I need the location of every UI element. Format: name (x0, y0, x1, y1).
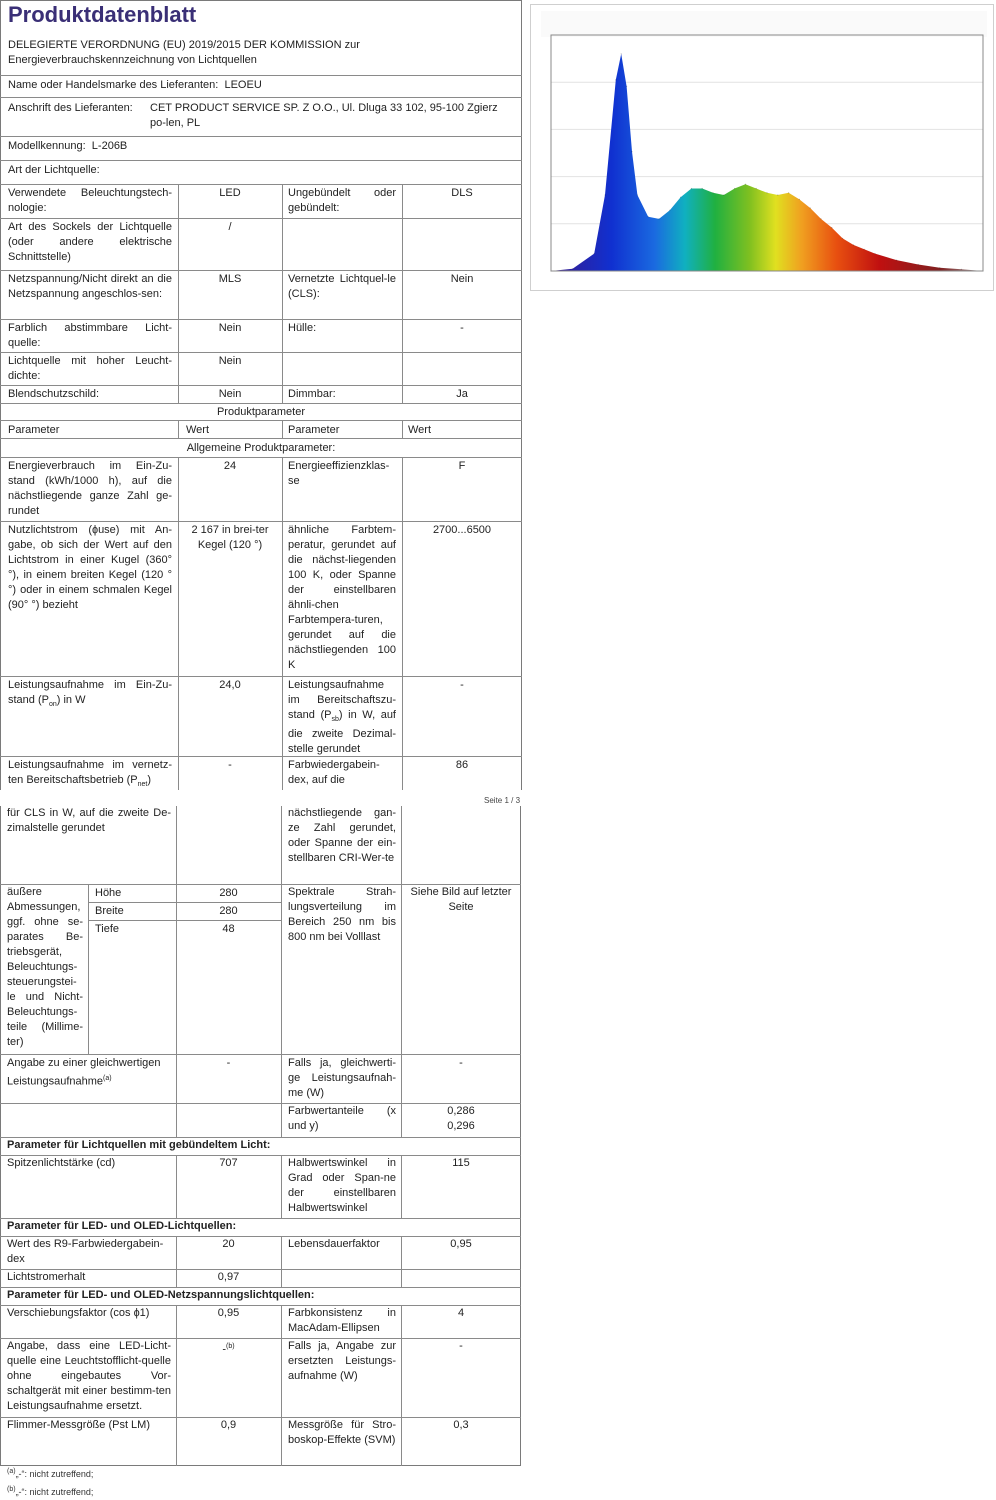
model-row (8, 139, 127, 154)
general-row-label-2: Leistungsaufnahme im Bereitschaftszu-stand $(P_{sb})$ in W, auf die zweite Dezimal-stelle gerundet (288, 679, 396, 756)
type-row-label-2: Hülle: (288, 322, 317, 334)
col-header-param1: Parameter (8, 424, 60, 436)
general-row-label-2: ähnliche Farbtem-peratur, gerundet auf die nächst-liegenden 100 K, oder Spanne der einstellbaren ähnli-chen Farbtempera-turen, gerundet auf die nächstliegenden 100 K (288, 524, 396, 671)
col-header-value2: Wert (408, 424, 432, 436)
life-value: 0,95 (450, 1238, 472, 1250)
type-row-value-2: Nein (450, 273, 474, 285)
spectrum-point (572, 268, 573, 269)
spectrum-point (712, 192, 713, 193)
regulation-text: DELEGIERTE VERORDNUNG (EU) 2019/2015 DER KOMMISSION zur Energieverbrauchskennzeichnung von Lichtquellen (8, 39, 360, 66)
type-row-label-2: Vernetzte Lichtquel-le (CLS): (288, 273, 396, 300)
directional-header: Parameter für Lichtquellen mit gebündeltem Licht: (7, 1139, 271, 1151)
maint-label: Lichtstromerhalt (7, 1271, 86, 1283)
supplier-row (8, 78, 262, 93)
type-row-value: / (228, 221, 232, 233)
spectral-label: Spektrale Strah-lungsverteilung im Bereich 250 nm bis 800 nm bei Volllast (288, 886, 396, 943)
retro-label: Angabe, dass eine LED-Licht-quelle eine Leuchtstofflicht-quelle ohne eingebautes Vor-schaltgerät mit einer bestimm-ten Leistungsaufnahme ersetzt. (7, 1340, 171, 1412)
spectrum-point (594, 253, 595, 254)
spectrum-point (939, 267, 940, 268)
spectrum-point (896, 260, 897, 261)
chart-marks (550, 53, 983, 271)
equiv-label-2: Falls ja, gleichwerti-ge Leistungsaufnah-me (W) (288, 1057, 396, 1099)
footnote-a: $^{(a)}$„-“: nicht zutreffend; (7, 1468, 94, 1479)
chroma-x: 0,286 (447, 1105, 475, 1117)
spectrum-point (691, 188, 692, 189)
type-row-label: Blendschutzschild: (8, 388, 100, 400)
general-row-value-2: - (460, 679, 464, 691)
flicker-label: Flimmer-Messgröße (Pst LM) (7, 1419, 151, 1431)
type-row-label: Farblich abstimmbare Licht-quelle: (8, 322, 172, 349)
spectral-value: Siehe Bild auf letzter Seite (410, 886, 512, 913)
spectrum-point (810, 207, 811, 208)
spectrum-point (918, 264, 919, 265)
type-row-value: LED (219, 187, 241, 199)
col-header-param2: Parameter (288, 424, 340, 436)
spectrum-point (874, 253, 875, 254)
type-row-value-2: DLS (451, 187, 473, 199)
spectrum-point (788, 192, 789, 193)
dim-value: 280 (219, 905, 238, 917)
retro-value: -$^{(b)}$ (222, 1343, 235, 1356)
col-header-value1: Wert (186, 424, 210, 436)
mains-header: Parameter für LED- und OLED-Netzspannungslichtquellen: (7, 1289, 315, 1301)
dim-name: Breite (95, 905, 124, 917)
general-row-value-2: F (458, 460, 466, 472)
type-row-value-2: - (460, 322, 464, 334)
flicker-value: 0,9 (220, 1419, 237, 1431)
spectrum-point (842, 238, 843, 239)
chroma-y: 0,296 (447, 1120, 475, 1132)
maint-value: 0,97 (217, 1271, 240, 1283)
supplier-label: Name oder Handelsmarke des Lieferanten: (8, 79, 219, 91)
spectrum-point (745, 184, 746, 185)
type-row-value: Nein (218, 388, 242, 400)
general-row-label-2: Energieeffizienzklas-se (288, 460, 390, 487)
r9-value: 20 (222, 1238, 235, 1250)
retro-value-2: - (459, 1340, 463, 1352)
general-row-value: - (228, 759, 232, 771)
general-row-value-2: 86 (455, 759, 469, 771)
cont-label-2: nächstliegende gan-ze Zahl gerundet, oder Spanne der ein-stellbaren CRI-Wer-te (288, 807, 396, 864)
general-row-label: Nutzlichtstrom (ɸuse) mit An-gabe, ob sich der Wert auf den Lichtstrom in einer Kugel (360° °), in einem breiten Kegel (120 °°) oder in einem schmalen Kegel (90° °) bezieht (8, 524, 172, 611)
general-row-label: Leistungsaufnahme im vernetz-ten Bereitschaftsbetrieb $(P_{net})$ (8, 759, 172, 789)
general-row-value: 24 (223, 460, 237, 472)
type-row-value-2: Ja (456, 388, 468, 400)
page-title: Produktdatenblatt (8, 2, 197, 27)
dims-label: äußere Abmessungen, ggf. ohne se-parates Be-triebsgerät, Beleuchtungs-steuerungstei-le und Nicht-Beleuchtungs-teile (Millime-ter) (7, 886, 83, 1048)
spectrum-point (766, 192, 767, 193)
equiv-value: - (226, 1057, 231, 1069)
dim-name: Höhe (95, 887, 122, 899)
page-number: Seite 1 / 3 (484, 796, 521, 805)
r9-label: Wert des R9-Farbwiedergabein-dex (7, 1238, 164, 1265)
spectrum-point (864, 249, 865, 250)
type-row-label: Netzspannung/Nicht direkt an die Netzspannung angeschlos-sen: (8, 273, 172, 300)
general-row-value: 2 167 in brei-ter Kegel (120 °) (191, 524, 269, 551)
peak-label: Spitzenlichtstärke (cd) (7, 1157, 116, 1169)
spectrum-area (551, 54, 983, 271)
address-label: Anschrift des Lieferanten: (8, 102, 133, 114)
consist-value: 4 (457, 1307, 465, 1319)
spectrum-point (961, 269, 962, 270)
svm-label: Messgröße für Stro-boskop-Effekte (SVM) (288, 1419, 396, 1446)
dim-value: 48 (222, 923, 235, 935)
chroma-label: Farbwertanteile (x und y) (288, 1105, 396, 1132)
svm-value: 0,3 (453, 1419, 469, 1431)
type-row-value: Nein (218, 355, 242, 367)
led-header: Parameter für LED- und OLED-Lichtquellen: (7, 1220, 237, 1232)
type-header: Art der Lichtquelle: (8, 164, 100, 176)
beam-value: 115 (452, 1157, 470, 1169)
peak-value: 707 (219, 1157, 238, 1169)
beam-label: Halbwertswinkel in Grad oder Span-ne der einstellbaren Halbwertswinkel (288, 1157, 396, 1214)
spectrum-point (820, 218, 821, 219)
spectrum-point (637, 194, 638, 195)
retro-label-2: Falls ja, Angabe zur ersetzten Leistungs-aufnahme (W) (288, 1340, 396, 1382)
spectrum-point (658, 218, 659, 219)
equiv-label: Angabe zu einer gleichwertigen Leistungsaufnahme$^{(a)}$ (7, 1057, 161, 1088)
consist-label: Farbkonsistenz in MacAdam-Ellipsen (288, 1307, 396, 1334)
type-row-label: Lichtquelle mit hoher Leucht-dichte: (8, 355, 172, 382)
spectrum-point (648, 216, 649, 217)
equiv-value-2: - (459, 1057, 463, 1069)
spectrum-point (604, 194, 605, 195)
spectrum-point (723, 194, 724, 195)
spectrum-point (799, 199, 800, 200)
spectrum-point (853, 244, 854, 245)
spectrum-point (702, 188, 703, 189)
supplier-value: LEOEU (224, 79, 262, 91)
footnote-b: $^{(b)}$„-“: nicht zutreffend; (7, 1486, 94, 1497)
spectrum-point (756, 188, 757, 189)
params-header: Produktparameter (216, 406, 306, 418)
spectrum-point (669, 210, 670, 211)
general-row-value-2: 2700...6500 (432, 524, 492, 536)
type-row-label-2: Dimmbar: (288, 388, 336, 400)
general-row-label: Energieverbrauch im Ein-Zu-stand (kWh/1000 h), auf die nächstliegende ganze Zahl ge-rundet (8, 460, 172, 517)
life-label: Lebensdauerfaktor (288, 1238, 380, 1250)
model-value: L-206B (91, 140, 128, 152)
spectrum-chart (530, 4, 994, 291)
spectrum-svg (531, 5, 993, 290)
disp-label: Verschiebungsfaktor (cos ɸ1) (7, 1307, 150, 1319)
type-row-label: Art des Sockels der Lichtquelle (oder andere elektrische Schnittstelle) (8, 221, 172, 263)
spectrum-point (831, 227, 832, 228)
model-label: Modellkennung: (8, 140, 86, 152)
general-row-label-2: Farbwiedergabein-dex, auf die (288, 759, 380, 786)
disp-value: 0,95 (217, 1307, 240, 1319)
dim-name: Tiefe (95, 923, 120, 935)
chart-header-band (541, 11, 987, 37)
general-header: Allgemeine Produktparameter: (186, 442, 336, 454)
address-value: CET PRODUCT SERVICE SP. Z O.O., Ul. Dluga 33 102, 95-100 Zgierz po-len, PL (150, 102, 498, 129)
spectrum-point (621, 53, 622, 54)
cont-label: für CLS in W, auf die zweite De-zimalstelle gerundet (7, 807, 171, 834)
type-row-value: Nein (218, 322, 242, 334)
general-row-label: Leistungsaufnahme im Ein-Zu-stand $(P_{on})$ in W (8, 679, 172, 709)
general-row-value: 24,0 (219, 679, 241, 691)
type-row-label: Verwendete Beleuchtungstech-nologie: (8, 187, 172, 214)
spectrum-point (777, 194, 778, 195)
spectrum-point (734, 188, 735, 189)
dim-value: 280 (219, 887, 238, 899)
spectrum-point (615, 79, 616, 80)
spectrum-point (626, 86, 627, 87)
spectrum-point (680, 197, 681, 198)
spectrum-point (631, 151, 632, 152)
type-row-label-2: Ungebündelt oder gebündelt: (288, 187, 396, 214)
type-row-value: MLS (218, 273, 242, 285)
